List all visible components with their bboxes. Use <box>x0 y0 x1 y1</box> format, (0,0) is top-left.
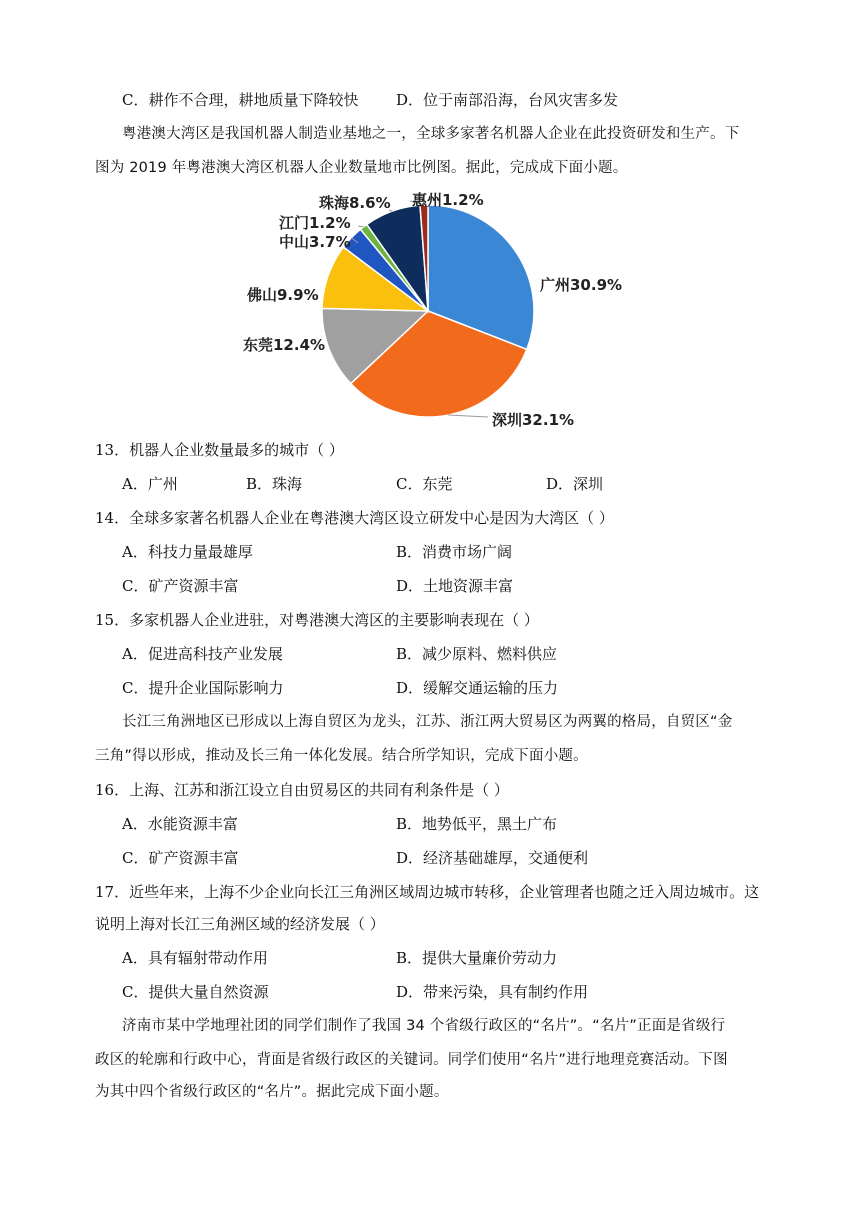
option-c-top: C．耕作不合理，耕地质量下降较快 <box>122 91 359 109</box>
question-16-stem: 16．上海、江苏和浙江设立自由贸易区的共同有利条件是（ ） <box>95 781 509 799</box>
question-17-stem-cont: 说明上海对长江三角洲区域的经济发展（ ） <box>95 915 385 933</box>
slice-label-dongguan: 东莞12.4% <box>243 336 326 354</box>
q14-option-c[interactable]: C．矿产资源丰富 <box>122 577 239 595</box>
option-d-top: D．位于南部沿海，台风灾害多发 <box>396 91 619 109</box>
slice-label-jiangmen: 江门1.2% <box>279 214 351 232</box>
q14-option-a[interactable]: A．科技力量最雄厚 <box>122 543 253 561</box>
question-17-stem: 17．近些年来，上海不少企业向长江三角洲区域周边城市转移，企业管理者也随之迁入周边城市。这 <box>95 883 760 901</box>
q13-option-c[interactable]: C．东莞 <box>396 475 453 493</box>
q17-option-b[interactable]: B．提供大量廉价劳动力 <box>396 949 558 967</box>
q14-option-d[interactable]: D．土地资源丰富 <box>396 577 514 595</box>
q16-option-b[interactable]: B．地势低平，黑土广布 <box>396 815 558 833</box>
q14-option-b[interactable]: B．消费市场广阔 <box>396 543 513 561</box>
leader-line-shenzhen <box>448 415 488 417</box>
q15-option-c[interactable]: C．提升企业国际影响力 <box>122 679 284 697</box>
q15-option-b[interactable]: B．减少原料、燃料供应 <box>396 645 558 663</box>
passage2-line1: 长江三角洲地区已形成以上海自贸区为龙头，江苏、浙江两大贸易区为两翼的格局，自贸区“金 <box>122 714 733 730</box>
slice-label-zhongshan: 中山3.7% <box>279 233 351 251</box>
question-15-stem: 15．多家机器人企业进驻，对粤港澳大湾区的主要影响表现在（ ） <box>95 611 539 629</box>
q13-option-a[interactable]: A．广州 <box>122 475 178 493</box>
passage2-line2: 三角”得以形成，推动及长三角一体化发展。结合所学知识，完成下面小题。 <box>95 748 588 764</box>
q16-option-d[interactable]: D．经济基础雄厚，交通便利 <box>396 849 589 867</box>
passage1-line2: 图为 2019 年粤港澳大湾区机器人企业数量地市比例图。据此，完成成下面小题。 <box>95 160 628 176</box>
leader-line-jiangmen <box>358 226 364 227</box>
slice-label-zhuhai: 珠海8.6% <box>319 194 391 212</box>
slice-label-huizhou: 惠州1.2% <box>412 191 484 209</box>
pie-chart <box>230 188 630 433</box>
passage3-line1: 济南市某中学地理社团的同学们制作了我国 34 个省级行政区的“名片”。“名片”正面是省级行 <box>122 1018 726 1034</box>
q15-option-a[interactable]: A．促进高科技产业发展 <box>122 645 283 663</box>
question-14-stem: 14．全球多家著名机器人企业在粤港澳大湾区设立研发中心是因为大湾区（ ） <box>95 509 614 527</box>
q16-option-a[interactable]: A．水能资源丰富 <box>122 815 238 833</box>
slice-label-shenzhen: 深圳32.1% <box>492 411 575 429</box>
passage1-line1: 粤港澳大湾区是我国机器人制造业基地之一，全球多家著名机器人企业在此投资研发和生产。下 <box>122 126 740 142</box>
passage3-line3: 为其中四个省级行政区的“名片”。据此完成下面小题。 <box>95 1084 449 1100</box>
q16-option-c[interactable]: C．矿产资源丰富 <box>122 849 239 867</box>
q17-option-a[interactable]: A．具有辐射带动作用 <box>122 949 268 967</box>
slice-label-guangzhou: 广州30.9% <box>540 276 623 294</box>
slice-label-foshan: 佛山9.9% <box>247 286 319 304</box>
q17-option-c[interactable]: C．提供大量自然资源 <box>122 983 269 1001</box>
q13-option-d[interactable]: D．深圳 <box>546 475 604 493</box>
passage3-line2: 政区的轮廓和行政中心，背面是省级行政区的关键词。同学们使用“名片”进行地理竞赛活动。下图 <box>95 1052 728 1068</box>
q17-option-d[interactable]: D．带来污染，具有制约作用 <box>396 983 589 1001</box>
q15-option-d[interactable]: D．缓解交通运输的压力 <box>396 679 559 697</box>
q13-option-b[interactable]: B．珠海 <box>246 475 303 493</box>
question-13-stem: 13．机器人企业数量最多的城市（ ） <box>95 441 344 459</box>
